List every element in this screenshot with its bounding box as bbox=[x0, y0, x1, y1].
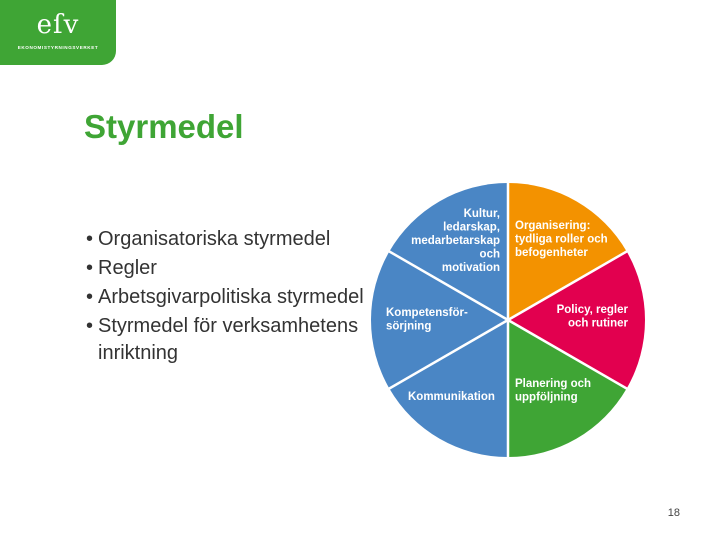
steering-wheel-diagram bbox=[368, 180, 648, 460]
bullet-item bbox=[86, 255, 366, 282]
bullet-item bbox=[86, 226, 366, 253]
wheel-label-line: och rutiner bbox=[567, 317, 628, 330]
wheel-label-line: motivation bbox=[441, 262, 500, 274]
wheel-label-line: uppföljning bbox=[515, 391, 578, 404]
bullet-dot-icon: • bbox=[86, 286, 94, 308]
bullet-dot-icon: • bbox=[86, 315, 94, 337]
bullet-text: Styrmedel för verksamhetens inriktning bbox=[98, 315, 359, 364]
wheel-label bbox=[408, 391, 495, 403]
bullet-item bbox=[86, 284, 366, 311]
bullet-text: Regler bbox=[98, 257, 157, 279]
bullet-dot-icon: • bbox=[86, 257, 94, 279]
esv-logo[interactable] bbox=[0, 0, 116, 65]
bullet-dot-icon: • bbox=[86, 228, 94, 250]
bullet-item bbox=[86, 313, 366, 367]
wheel-label-line: Policy, regler bbox=[556, 304, 628, 316]
slide-title: Styrmedel bbox=[84, 108, 244, 145]
wheel-label-line: medarbetarskap bbox=[411, 235, 500, 247]
wheel-label-line: Kommunikation bbox=[408, 391, 495, 403]
page-number: 18 bbox=[667, 507, 680, 519]
wheel-label-line: Kompetensför- bbox=[386, 307, 468, 319]
wheel-label bbox=[557, 304, 629, 330]
logo-mark: eſv bbox=[36, 10, 80, 40]
wheel-label-line: Planering och bbox=[515, 378, 592, 390]
wheel-label-line: och bbox=[479, 248, 500, 261]
wheel-label-line: tydliga roller och bbox=[515, 233, 608, 246]
wheel-label-line: Kultur, bbox=[463, 208, 500, 220]
logo-subtitle: EKONOMISTYRNINGSVERKET bbox=[17, 45, 99, 50]
bullet-text: Arbetsgivarpolitiska styrmedel bbox=[98, 286, 364, 308]
wheel-label-line: befogenheter bbox=[515, 247, 588, 259]
wheel-label-line: Organisering: bbox=[515, 220, 591, 232]
wheel-label-line: ledarskap, bbox=[443, 221, 500, 234]
bullet-list bbox=[86, 226, 366, 369]
wheel-label-line: sörjning bbox=[386, 320, 432, 333]
bullet-text: Organisatoriska styrmedel bbox=[98, 228, 331, 250]
